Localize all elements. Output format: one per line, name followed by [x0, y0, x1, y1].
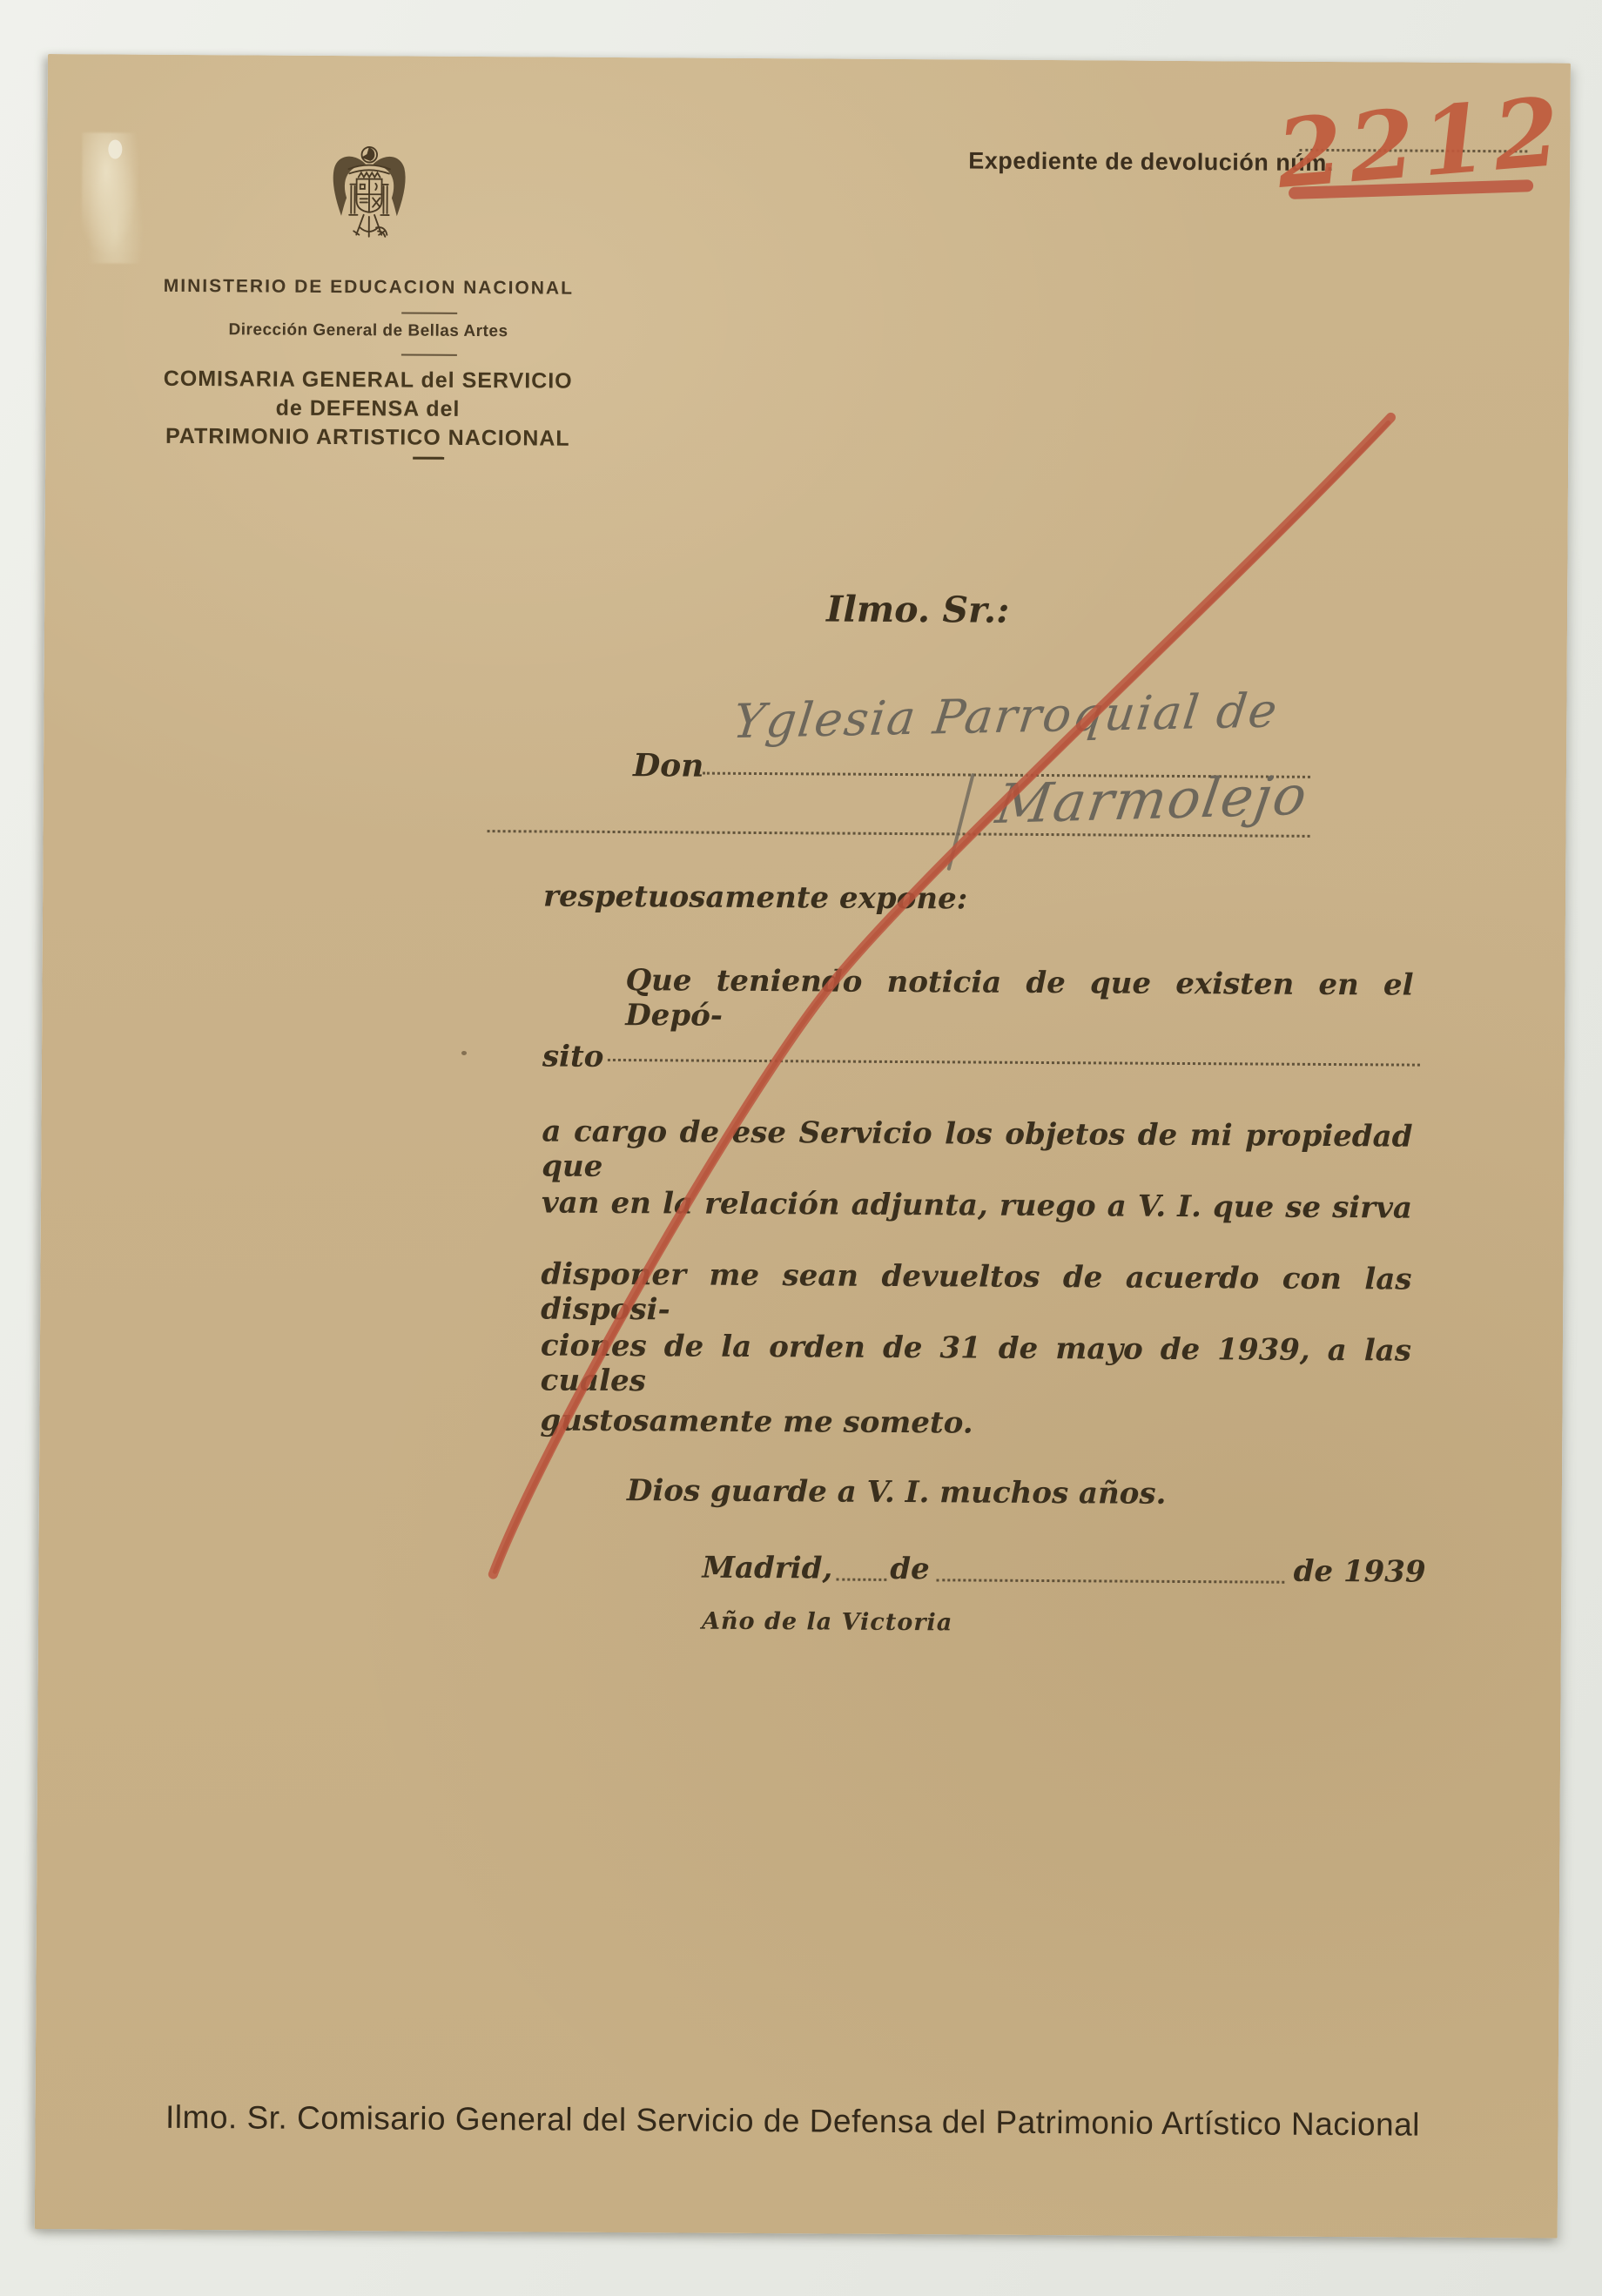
handwritten-name-line2: Marmolejo — [992, 763, 1313, 837]
year-of-victory-note: Año de la Victoria — [701, 1607, 953, 1637]
valediction: Dios guarde a V. I. muchos años. — [626, 1473, 1167, 1512]
letterhead-comisaria-block — [106, 364, 629, 454]
ink-speck — [461, 1051, 467, 1055]
letterhead-comisaria-line2: de DEFENSA del — [275, 395, 461, 421]
footer-addressee: Ilmo. Sr. Comisario General del Servicio de Defensa del Patrimonio Artístico Nacional — [165, 2098, 1421, 2143]
date-de-label: de — [890, 1551, 930, 1587]
body-line-7: gustosamente me someto. — [540, 1403, 973, 1441]
letterhead-end-dash — [413, 457, 444, 460]
expediente-number-handwritten: 2212 — [1272, 77, 1571, 210]
salutation: Ilmo. Sr.: — [825, 588, 1010, 631]
body-line-5: disponer me sean devueltos de acuerdo con las disposi- — [541, 1256, 1412, 1328]
paper-damage-fleck — [108, 139, 122, 158]
handwritten-name-line1: Yglesia Parroquial de — [730, 683, 1282, 750]
date-dotted-segment-1 — [836, 1579, 886, 1581]
document-paper — [35, 54, 1571, 2239]
date-place: Madrid, — [702, 1550, 833, 1586]
letterhead-direccion-line: Dirección General de Bellas Artes — [228, 320, 508, 341]
letterhead-comisaria-line3: PATRIMONIO ARTISTICO NACIONAL — [165, 423, 570, 451]
letterhead-ministry-line: MINISTERIO DE EDUCACION NACIONAL — [163, 275, 575, 299]
letterhead — [109, 54, 631, 451]
name-dotted-line-2 — [488, 830, 1310, 838]
handwritten-stray-stroke — [946, 773, 974, 871]
body-line-1: Que teniendo noticia de que existen en el Depó- — [625, 963, 1414, 1034]
date-line — [702, 1551, 1425, 1590]
letterhead-divider — [401, 353, 457, 355]
letterhead-comisaria-line1: COMISARIA GENERAL del SERVICIO — [163, 366, 573, 394]
body-line-3: a cargo de ese Servicio los objetos de mi propiedad que — [542, 1114, 1413, 1184]
sito-dotted-line — [608, 1059, 1420, 1067]
body-line-2-word: sito — [542, 1039, 604, 1074]
body-line-4: van en la relación adjunta, ruego a V. I. que se sirva — [541, 1185, 1413, 1226]
body-line-6: ciones de la orden de 31 de mayo de 1939, a las cuales — [540, 1328, 1412, 1399]
date-dotted-segment-2 — [937, 1579, 1285, 1583]
expediente-label: Expediente de devolución núm. — [968, 147, 1334, 177]
don-label: Don — [632, 747, 704, 784]
letterhead-divider — [401, 312, 457, 313]
expone-label: respetuosamente expone: — [542, 879, 968, 917]
date-year-label: de 1939 — [1293, 1553, 1426, 1590]
spanish-eagle-coat-of-arms-icon — [324, 143, 415, 252]
